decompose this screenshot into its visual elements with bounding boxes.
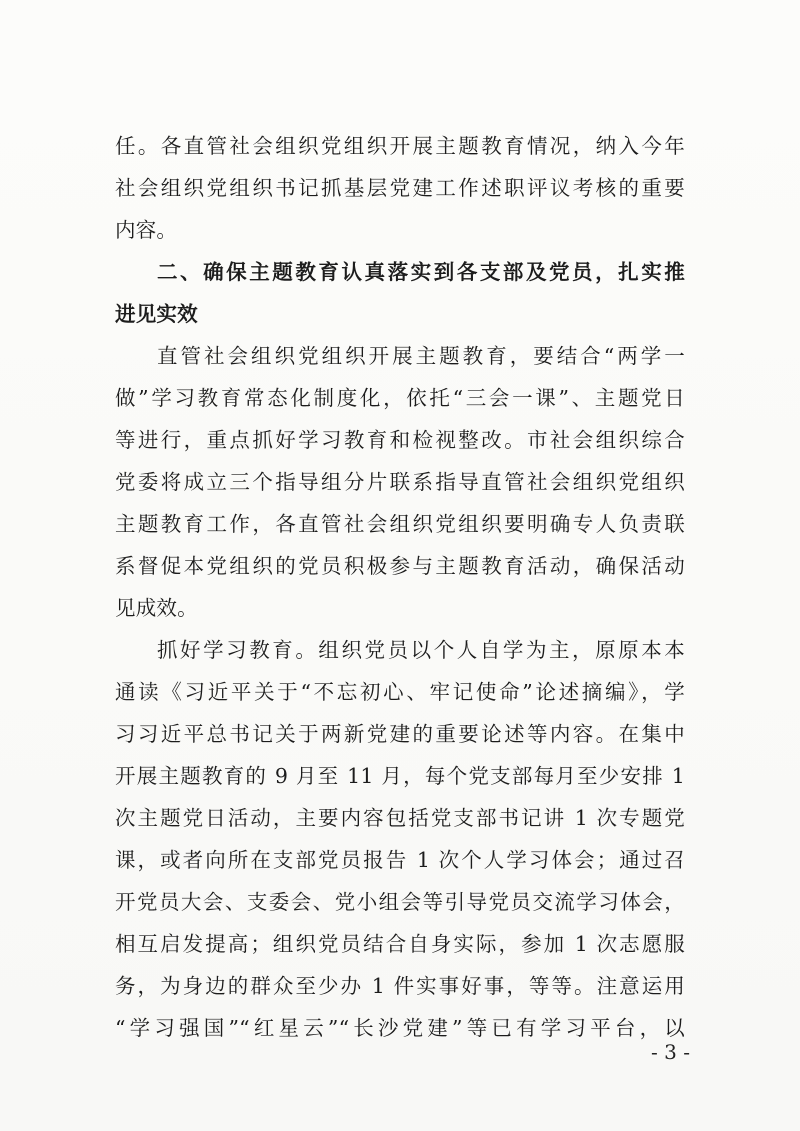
text-line-13: 抓好学习教育。组织党员以个人自学为主，原原本本 [157,638,685,662]
text-line-15: 习习近平总书记关于两新党建的重要论述等内容。在集中 [115,722,685,746]
text-line-6: 直管社会组织党组织开展主题教育，要结合“两学一 [157,344,685,368]
text-line-20: 相互启发提高；组织党员结合自身实际，参加 1 次志愿服 [115,932,685,956]
text-line-18: 课，或者向所在支部党员报告 1 次个人学习体会；通过召 [115,848,685,872]
section-heading-line-2: 进见实效 [115,302,198,326]
text-line-3: 内容。 [115,218,178,242]
text-line-9: 党委将成立三个指导组分片联系指导直管社会组织党组织 [115,470,685,494]
page-number: - 3 - [651,1040,690,1064]
text-line-22: “学习强国”“红星云”“长沙党建”等已有学习平台，以 [115,1016,685,1040]
text-line-21: 务，为身边的群众至少办 1 件实事好事，等等。注意运用 [115,974,685,998]
section-heading-line-1: 二、确保主题教育认真落实到各支部及党员，扎实推 [157,260,685,284]
text-line-8: 等进行，重点抓好学习教育和检视整改。市社会组织综合 [115,428,685,452]
text-line-11: 系督促本党组织的党员积极参与主题教育活动，确保活动 [115,554,685,578]
text-line-2: 社会组织党组织书记抓基层党建工作述职评议考核的重要 [115,176,685,200]
text-line-1: 任。各直管社会组织党组织开展主题教育情况，纳入今年 [115,134,685,158]
text-line-14: 通读《习近平关于“不忘初心、牢记使命”论述摘编》，学 [115,680,685,704]
text-line-16: 开展主题教育的 9 月至 11 月，每个党支部每月至少安排 1 [115,764,685,788]
text-line-7: 做”学习教育常态化制度化，依托“三会一课”、主题党日 [115,386,685,410]
text-line-12: 见成效。 [115,596,198,620]
text-line-10: 主题教育工作，各直管社会组织党组织要明确专人负责联 [115,512,685,536]
text-line-19: 开党员大会、支委会、党小组会等引导党员交流学习体会， [115,890,685,914]
text-line-17: 次主题党日活动，主要内容包括党支部书记讲 1 次专题党 [115,806,685,830]
document-body [115,125,685,1049]
